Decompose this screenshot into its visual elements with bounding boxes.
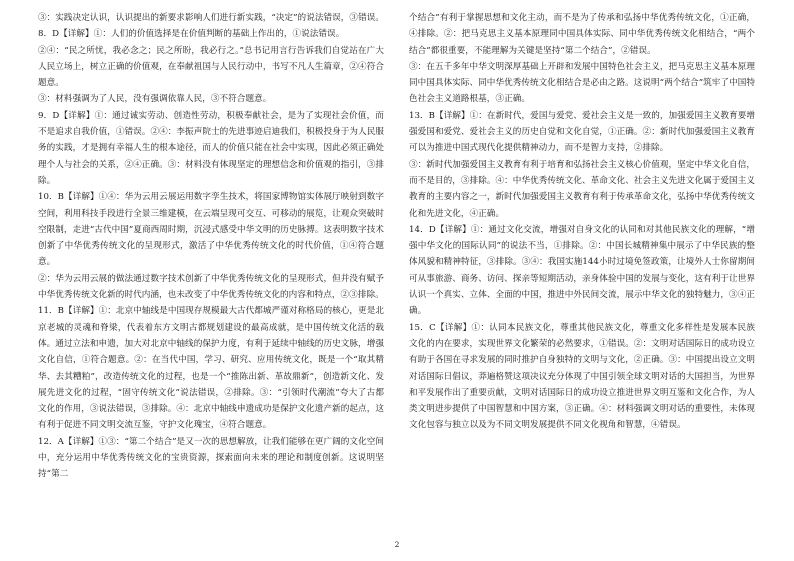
paragraph: 11．B【详解】①：北京中轴线是中国现存规模最大古代都城严谨对称格局的核心，更是北京老城的灵魂和脊梁，代表着东方文明古都规划建设的最高成就，是中国传统文化活的载体。通过立法和申遗，加大对北京中轴线的保护力度，有利于延续中轴线的历史文脉，增强文化自信，①符合题意。②：在当代中国，学习、研究、应用传统文化，既是一个“取其精华、去其糟粕”，改造传统文化的过程，也是一个“推陈出新、革故鼎新”，创造新文化、发展先进文化的过程，“固守传统文化”说法错误，②排除。③：“引领时代潮流”夸大了古都文化的作用，③说法错误，③排除。④：北京中轴线申遗成功是保护文化遗产新的起点，这有利于促进不同文明交流互鉴，守护文化瑰宝，④符合题意。 — [38, 306, 384, 431]
paragraph: 9．D【详解】①：通过诚实劳动、创造性劳动，积极奉献社会，是为了实现社会价值，而不是追求自我价值，①错误。②④：李振声院士的先进事迹启迪我们，积极投身于为人民服务的实践，才是拥有幸福人生的根本途径，而人的价值只能在社会中实现，因此必须正确处理个人与社会的关系，②④正确。③：材料没有体现坚定的理想信念和价值观的指引，③排除。 — [38, 110, 384, 186]
paragraph: ②④：“民之所忧，我必念之；民之所盼，我必行之。”总书记用言行告诉我们自觉站在广大人民立场上，树立正确的价值观，在奉献祖国与人民行动中，书写不凡人生篇章，②④符合题意。 — [38, 45, 384, 89]
paragraph: ③：新时代加强爱国主义教育有利于培育和弘扬社会主义核心价值观，坚定中华文化自信，而不是目的，③排除。④：中华优秀传统文化、革命文化、社会主义先进文化属于爱国主义教育的主要内容之一，新时代加强爱国主义教育有利于传承革命文化，弘扬中华优秀传统文化和先进文化，④正确。 — [409, 159, 755, 219]
paragraph: ②：华为云用云展的做法通过数字技术创新了中华优秀传统文化的呈现形式，但并没有赋予中华优秀传统文化新的时代内涵，也未改变了中华优秀传统文化的内容和特点，②③排除。 — [38, 273, 384, 301]
paragraph: 个结合”有利于掌握思想和文化主动，而不是为了传承和弘扬中华优秀传统文化，①正确，④排除。②：把马克思主义基本原理同中国具体实际、同中华优秀传统文化相结合，“两个结合”都很重要，不能理解为关键是坚持“第二个结合”，②错误。 — [409, 13, 755, 56]
paragraph: ③：材料强调为了人民，没有强调依靠人民，③不符合题意。 — [38, 94, 272, 105]
paragraph: 12．A【详解】①③：“第二个结合”是又一次的思想解放，让我们能够在更广阔的文化空间中，充分运用中华优秀传统文化的宝贵资源，探索面向未来的理论和制度创新。这说明坚持“第二 — [38, 436, 384, 480]
paragraph: 10．B【详解】①④：华为云用云展运用数字孪生技术，将国家博物馆实体展厅映射到数字空间，利用科技手段进行全景三维建模，在云端呈现可交互、可移动的展览，让观众突破时空限制，走进“古代中国”夏商西周时期，沉浸式感受中华文明的历史脉搏。这表明数字技术创新了中华优秀传统文化的呈现形式，激活了中华优秀传统文化的时代价值，①④符合题意。 — [38, 192, 384, 268]
paragraph: ③：在五千多年中华文明深厚基础上开辟和发展中国特色社会主义，把马克思主义基本原理同中国具体实际、同中华优秀传统文化相结合是必由之路。这说明“两个结合”筑牢了中国特色社会主义道路根基，③正确。 — [409, 61, 755, 105]
paragraph: ③：实践决定认识，认识提出的新要求影响人们进行新实践，“决定”的说法错误，③错误。 — [38, 13, 384, 23]
page-number: 2 — [394, 540, 400, 549]
paragraph: 14．D【详解】①：通过文化交流，增强对自身文化的认同和对其他民族文化的理解，“增强中华文化的国际认同”的说法不当，①排除。②：中国长城精神集中展示了中华民族的整体风貌和精神特征，③排除。③④：我国实施144小时过境免签政策，让境外人士你留期间可从事旅游、商务、访问、探亲等短期活动，亲身体验中国的发展与变化，这有利于让世界认识一个真实、立体、全面的中国，推进中外民间交流，展示中华文化的独特魅力，③④正确。 — [409, 224, 755, 317]
left-column — [38, 10, 384, 483]
paragraph: 13．B【详解】①：在新时代，爱国与爱党、爱社会主义是一致的，加强爱国主义教育要增强爱国和爱党、爱社会主义的历史自觉和文化自觉，①正确。②：新时代加强爱国主义教育可以为推进中国式现代化提供精神动力，而不是智力支持，②排除。 — [409, 110, 755, 154]
right-column — [409, 10, 755, 434]
paragraph: 8．D【详解】①：人们的价值选择是在价值判断的基础上作出的，①说法错误。 — [38, 29, 345, 40]
paragraph: 15．C【详解】①：认同本民族文化，尊重其他民族文化，尊重文化多样性是发展本民族文化的内在要求，实现世界文化繁荣的必然要求，①错误。②：文明对话国际日的成功设立有助于各国在寻求发展的同时推护自身独特的文明与文化，②正确。③：中国提出设立文明对话国际日倡议，莽遍格赞这项决议充分体现了中国引领全球文明对话的大国担当，为世界和平发展作出了重要贡献，文明对话国际日的成功设立推进世界文明互鉴和文化合作，为人类文明进步提供了中国智慧和中国方案，③正确。④：材料强调文明对话的重要性，未体现文化包容与独立以及为不同文明发展提供不同文化视角和智慧，④错误。 — [409, 322, 755, 431]
